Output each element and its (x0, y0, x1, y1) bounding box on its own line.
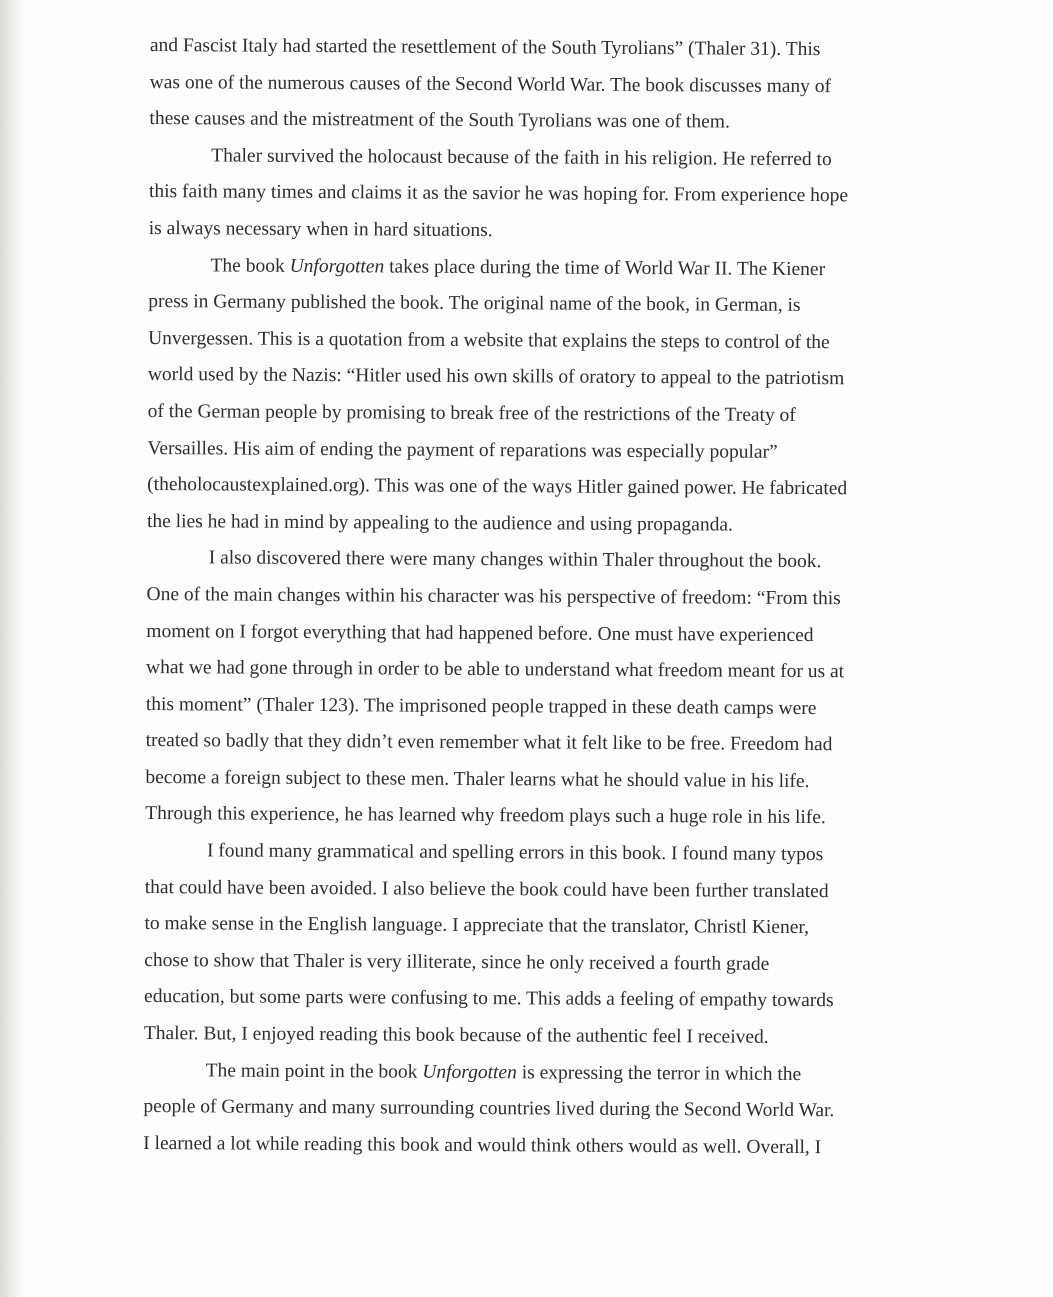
paragraph-start-line: I found many grammatical and spelling errors in this book. I found many typos (206, 840, 824, 866)
text-line: what we had gone through in order to be able to understand what freedom meant for us at (146, 657, 845, 683)
text-line: Unvergessen. This is a quotation from a website that explains the steps to control of the (148, 327, 830, 353)
text-line: to make sense in the English language. I appreciate that the translator, Christl Kiener, (144, 913, 810, 939)
text-line: moment on I forgot everything that had happened before. One must have experienced (146, 620, 814, 646)
text-line: I learned a lot while reading this book and would think others would as well. Overall, I (143, 1132, 822, 1158)
text-line: One of the main changes within his character was his perspective of freedom: “From this (146, 583, 841, 610)
text-line: education, but some parts were confusing to me. This adds a feeling of empathy towards (144, 986, 834, 1012)
text-line: world used by the Nazis: “Hitler used his own skills of oratory to appeal to the patriotism (147, 364, 845, 390)
text-line: chose to show that Thaler is very illiterate, since he only received a fourth grade (144, 949, 770, 975)
text-line: people of Germany and many surrounding countries lived during the Second World War. (143, 1096, 835, 1122)
text-line: that could have been avoided. I also believe the book could have been further translated (144, 876, 829, 902)
text-line: these causes and the mistreatment of the South Tyrolians was one of them. (149, 108, 730, 133)
paragraph-start-line (148, 248, 918, 289)
text-line: become a foreign subject to these men. Thaler learns what he should value in his life. (145, 766, 810, 792)
text-segment: takes place during the time of World War II. The Kiener (384, 255, 826, 280)
text-line: Through this experience, he has learned why freedom plays such a huge role in his life. (145, 803, 826, 829)
paragraph-start-line: I also discovered there were many changes within Thaler throughout the book. (208, 547, 822, 573)
text-line: and Fascist Italy had started the resettlement of the South Tyrolians” (Thaler 31). This (149, 34, 821, 61)
text-line: treated so badly that they didn’t even remember what it felt like to be free. Freedom had (145, 730, 833, 756)
paragraph-start-line (144, 1053, 914, 1094)
text-segment: The main point in the book (205, 1059, 423, 1083)
paragraph-start-line: Thaler survived the holocaust because of the faith in his religion. He referred to (211, 145, 832, 170)
text-line: press in Germany published the book. The original name of the book, in German, is (148, 291, 801, 317)
book-title: Unforgotten (422, 1061, 517, 1083)
text-line: was one of the numerous causes of the Second World War. The book discusses many of (149, 71, 832, 97)
scan-edge-shadow (0, 0, 26, 1297)
text-segment: The book (210, 254, 290, 277)
book-title: Unforgotten (289, 255, 385, 277)
text-line: is always necessary when in hard situations. (148, 217, 493, 242)
text-segment: is expressing the terror in which the (516, 1061, 802, 1085)
text-line: Thaler. But, I enjoyed reading this book because of the authentic feel I received. (143, 1023, 769, 1048)
text-line: Versailles. His aim of ending the payment of reparations was especially popular” (147, 437, 778, 463)
text-line: this faith many times and claims it as the savior he was hoping for. From experience hope (148, 181, 849, 207)
document-page (143, 28, 920, 1167)
text-line: (theholocaustexplained.org). This was one of the ways Hitler gained power. He fabricated (147, 474, 848, 500)
text-line: the lies he had in mind by appealing to the audience and using propaganda. (146, 510, 733, 536)
text-line: of the German people by promising to break free of the restrictions of the Treaty of (147, 400, 796, 426)
text-line: this moment” (Thaler 123). The imprisoned people trapped in these death camps were (145, 693, 817, 719)
